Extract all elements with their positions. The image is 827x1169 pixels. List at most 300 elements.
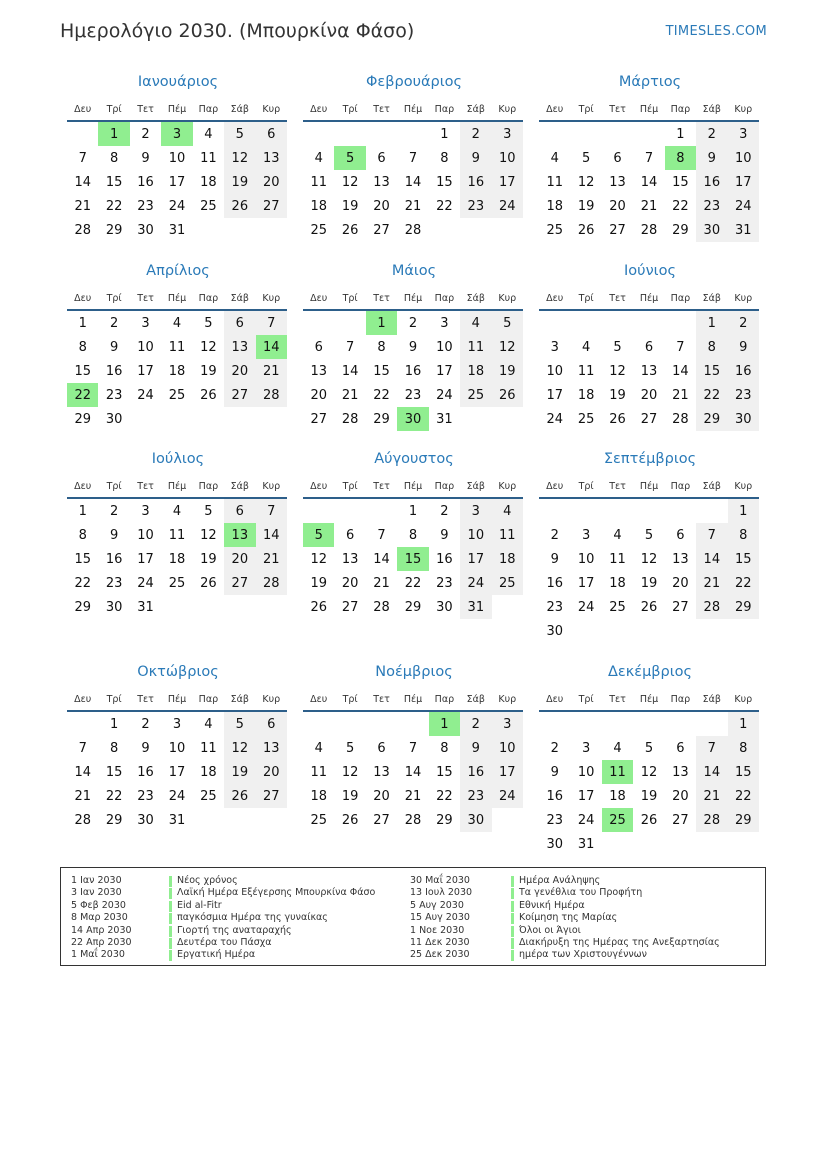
day-cell[interactable]: 4 [492,498,523,523]
day-cell[interactable]: 25 [310,812,327,828]
day-cell[interactable]: 14 [696,760,727,784]
day-cell[interactable]: 2 [696,121,727,146]
day-cell[interactable]: 1 [109,716,119,732]
day-cell[interactable]: 22 [728,784,759,808]
day-cell[interactable]: 14 [373,551,390,567]
day-cell[interactable]: 4 [613,527,622,543]
day-cell[interactable]: 5 [613,339,622,355]
day-cell[interactable]: 12 [609,363,626,379]
day-cell[interactable]: 18 [492,547,523,571]
day-cell[interactable]: 2 [460,121,491,146]
day-cell[interactable]: 25 [168,575,186,591]
day-cell[interactable]: 2 [109,315,119,331]
day-cell[interactable]: 16 [728,359,759,383]
day-cell[interactable]: 4 [172,315,182,331]
day-cell[interactable]: 7 [256,310,287,335]
day-cell[interactable]: 5 [224,121,255,146]
day-cell[interactable]: 3 [550,339,559,355]
day-cell[interactable]: 5 [204,315,213,331]
day-cell[interactable]: 4 [314,150,323,166]
day-cell[interactable]: 16 [105,363,123,379]
day-cell[interactable]: 9 [440,527,449,543]
day-cell[interactable]: 8 [109,150,119,166]
day-cell[interactable]: 2 [728,310,759,335]
day-cell[interactable]: 12 [200,339,217,355]
day-cell[interactable]: 23 [546,599,563,615]
day-cell[interactable]: 19 [224,760,255,784]
day-cell[interactable]: 5 [492,310,523,335]
day-cell[interactable]: 6 [676,740,685,756]
day-cell[interactable]: 22 [67,383,98,407]
day-cell[interactable]: 4 [460,310,491,335]
day-cell[interactable]: 21 [74,788,91,804]
day-cell[interactable]: 1 [728,498,759,523]
day-cell[interactable]: 2 [460,711,491,736]
day-cell[interactable]: 22 [404,575,422,591]
day-cell[interactable]: 28 [404,812,422,828]
day-cell[interactable]: 7 [78,150,87,166]
day-cell[interactable]: 26 [200,575,217,591]
day-cell[interactable]: 13 [373,764,390,780]
day-cell[interactable]: 10 [168,740,186,756]
day-cell[interactable]: 11 [577,363,595,379]
day-cell[interactable]: 28 [341,411,359,427]
day-cell[interactable]: 17 [492,760,523,784]
day-cell[interactable]: 18 [609,788,626,804]
day-cell[interactable]: 30 [696,218,727,242]
day-cell[interactable]: 8 [665,146,696,170]
day-cell[interactable]: 22 [105,788,123,804]
day-cell[interactable]: 8 [440,740,449,756]
day-cell[interactable]: 7 [408,150,418,166]
day-cell[interactable]: 18 [200,174,217,190]
day-cell[interactable]: 20 [341,575,359,591]
day-cell[interactable]: 15 [105,764,123,780]
day-cell[interactable]: 5 [303,523,334,547]
day-cell[interactable]: 28 [74,812,91,828]
day-cell[interactable]: 18 [168,551,186,567]
day-cell[interactable]: 3 [581,527,591,543]
day-cell[interactable]: 30 [460,808,491,832]
day-cell[interactable]: 17 [137,551,154,567]
day-cell[interactable]: 26 [200,387,217,403]
day-cell[interactable]: 6 [256,121,287,146]
day-cell[interactable]: 30 [137,812,154,828]
day-cell[interactable]: 1 [696,310,727,335]
day-cell[interactable]: 3 [460,498,491,523]
day-cell[interactable]: 19 [200,551,217,567]
day-cell[interactable]: 9 [728,335,759,359]
day-cell[interactable]: 11 [200,740,217,756]
day-cell[interactable]: 13 [256,736,287,760]
day-cell[interactable]: 27 [224,571,255,595]
day-cell[interactable]: 12 [640,551,658,567]
day-cell[interactable]: 19 [640,575,658,591]
day-cell[interactable]: 20 [640,387,658,403]
day-cell[interactable]: 17 [728,170,759,194]
day-cell[interactable]: 24 [168,198,186,214]
day-cell[interactable]: 14 [696,547,727,571]
day-cell[interactable]: 10 [137,339,154,355]
day-cell[interactable]: 26 [640,812,658,828]
day-cell[interactable]: 24 [728,194,759,218]
day-cell[interactable]: 11 [492,523,523,547]
day-cell[interactable]: 28 [672,411,689,427]
day-cell[interactable]: 26 [609,411,626,427]
day-cell[interactable]: 20 [373,788,390,804]
day-cell[interactable]: 15 [397,547,428,571]
day-cell[interactable]: 7 [78,740,87,756]
day-cell[interactable]: 23 [105,575,123,591]
day-cell[interactable]: 7 [696,523,727,547]
day-cell[interactable]: 22 [436,788,453,804]
day-cell[interactable]: 20 [224,359,255,383]
day-cell[interactable]: 10 [577,551,595,567]
day-cell[interactable]: 5 [644,740,654,756]
day-cell[interactable]: 29 [728,808,759,832]
day-cell[interactable]: 2 [440,503,449,519]
day-cell[interactable]: 22 [696,383,727,407]
day-cell[interactable]: 10 [492,736,523,760]
day-cell[interactable]: 2 [408,315,418,331]
day-cell[interactable]: 19 [492,359,523,383]
day-cell[interactable]: 21 [696,784,727,808]
day-cell[interactable]: 19 [200,363,217,379]
day-cell[interactable]: 28 [373,599,390,615]
day-cell[interactable]: 30 [397,407,428,431]
day-cell[interactable]: 26 [224,194,255,218]
day-cell[interactable]: 23 [404,387,422,403]
day-cell[interactable]: 13 [672,551,689,567]
day-cell[interactable]: 1 [728,711,759,736]
day-cell[interactable]: 24 [137,575,154,591]
day-cell[interactable]: 17 [577,575,595,591]
day-cell[interactable]: 5 [224,711,255,736]
day-cell[interactable]: 1 [408,503,418,519]
day-cell[interactable]: 1 [440,126,449,142]
day-cell[interactable]: 29 [404,599,422,615]
day-cell[interactable]: 24 [460,571,491,595]
day-cell[interactable]: 10 [492,146,523,170]
day-cell[interactable]: 12 [492,335,523,359]
day-cell[interactable]: 28 [256,383,287,407]
day-cell[interactable]: 11 [609,551,626,567]
day-cell[interactable]: 21 [696,571,727,595]
day-cell[interactable]: 17 [546,387,563,403]
day-cell[interactable]: 20 [672,788,689,804]
day-cell[interactable]: 7 [676,339,685,355]
day-cell[interactable]: 25 [602,808,633,832]
day-cell[interactable]: 8 [78,339,87,355]
day-cell[interactable]: 1 [429,711,460,736]
day-cell[interactable]: 15 [728,760,759,784]
day-cell[interactable]: 25 [200,788,217,804]
day-cell[interactable]: 13 [224,335,255,359]
day-cell[interactable]: 12 [341,764,359,780]
day-cell[interactable]: 8 [408,527,418,543]
day-cell[interactable]: 24 [577,812,595,828]
day-cell[interactable]: 14 [341,363,359,379]
day-cell[interactable]: 16 [460,170,491,194]
day-cell[interactable]: 7 [377,527,386,543]
day-cell[interactable]: 31 [436,411,453,427]
day-cell[interactable]: 16 [696,170,727,194]
day-cell[interactable]: 27 [224,383,255,407]
day-cell[interactable]: 6 [377,150,386,166]
day-cell[interactable]: 23 [105,387,123,403]
day-cell[interactable]: 28 [640,222,658,238]
day-cell[interactable]: 6 [314,339,323,355]
day-cell[interactable]: 15 [74,551,91,567]
day-cell[interactable]: 27 [256,194,287,218]
day-cell[interactable]: 24 [137,387,154,403]
day-cell[interactable]: 26 [224,784,255,808]
day-cell[interactable]: 6 [224,498,255,523]
day-cell[interactable]: 3 [440,315,449,331]
day-cell[interactable]: 28 [696,595,727,619]
day-cell[interactable]: 29 [672,222,689,238]
day-cell[interactable]: 9 [141,150,150,166]
day-cell[interactable]: 19 [341,788,359,804]
day-cell[interactable]: 6 [676,527,685,543]
day-cell[interactable]: 16 [137,764,154,780]
day-cell[interactable]: 4 [204,716,213,732]
day-cell[interactable]: 6 [644,339,654,355]
day-cell[interactable]: 14 [256,335,287,359]
day-cell[interactable]: 29 [373,411,390,427]
day-cell[interactable]: 11 [460,335,491,359]
day-cell[interactable]: 3 [172,716,182,732]
day-cell[interactable]: 30 [105,411,123,427]
day-cell[interactable]: 21 [74,198,91,214]
day-cell[interactable]: 30 [105,599,123,615]
day-cell[interactable]: 16 [137,174,154,190]
day-cell[interactable]: 17 [168,174,186,190]
day-cell[interactable]: 12 [310,551,327,567]
day-cell[interactable]: 27 [672,812,689,828]
day-cell[interactable]: 4 [204,126,213,142]
day-cell[interactable]: 6 [224,310,255,335]
day-cell[interactable]: 18 [168,363,186,379]
day-cell[interactable]: 7 [696,736,727,760]
day-cell[interactable]: 25 [546,222,563,238]
day-cell[interactable]: 25 [460,383,491,407]
day-cell[interactable]: 30 [137,222,154,238]
day-cell[interactable]: 30 [546,623,563,639]
day-cell[interactable]: 17 [577,788,595,804]
day-cell[interactable]: 23 [460,784,491,808]
day-cell[interactable]: 16 [546,788,563,804]
day-cell[interactable]: 29 [728,595,759,619]
day-cell[interactable]: 27 [373,812,390,828]
day-cell[interactable]: 26 [341,222,359,238]
day-cell[interactable]: 31 [460,595,491,619]
day-cell[interactable]: 24 [168,788,186,804]
day-cell[interactable]: 14 [672,363,689,379]
day-cell[interactable]: 2 [109,503,119,519]
day-cell[interactable]: 25 [609,599,626,615]
day-cell[interactable]: 9 [550,764,559,780]
day-cell[interactable]: 19 [640,788,658,804]
day-cell[interactable]: 12 [224,736,255,760]
day-cell[interactable]: 4 [172,503,182,519]
day-cell[interactable]: 9 [460,736,491,760]
day-cell[interactable]: 8 [696,335,727,359]
day-cell[interactable]: 14 [256,523,287,547]
day-cell[interactable]: 9 [141,740,150,756]
day-cell[interactable]: 11 [310,764,327,780]
day-cell[interactable]: 26 [310,599,327,615]
day-cell[interactable]: 18 [546,198,563,214]
day-cell[interactable]: 14 [74,174,91,190]
day-cell[interactable]: 10 [168,150,186,166]
day-cell[interactable]: 13 [224,523,255,547]
day-cell[interactable]: 8 [78,527,87,543]
day-cell[interactable]: 5 [644,527,654,543]
day-cell[interactable]: 4 [550,150,559,166]
day-cell[interactable]: 9 [109,527,119,543]
day-cell[interactable]: 3 [492,711,523,736]
day-cell[interactable]: 12 [224,146,255,170]
day-cell[interactable]: 7 [408,740,418,756]
day-cell[interactable]: 13 [609,174,626,190]
day-cell[interactable]: 9 [460,146,491,170]
day-cell[interactable]: 23 [728,383,759,407]
day-cell[interactable]: 14 [404,764,422,780]
day-cell[interactable]: 17 [168,764,186,780]
day-cell[interactable]: 11 [602,760,633,784]
day-cell[interactable]: 1 [98,121,129,146]
day-cell[interactable]: 19 [609,387,626,403]
day-cell[interactable]: 3 [581,740,591,756]
day-cell[interactable]: 27 [609,222,626,238]
day-cell[interactable]: 15 [436,764,453,780]
day-cell[interactable]: 26 [577,222,595,238]
day-cell[interactable]: 23 [696,194,727,218]
day-cell[interactable]: 31 [577,836,595,852]
day-cell[interactable]: 25 [577,411,595,427]
day-cell[interactable]: 24 [492,194,523,218]
day-cell[interactable]: 3 [141,315,150,331]
day-cell[interactable]: 31 [168,222,186,238]
day-cell[interactable]: 23 [137,788,154,804]
day-cell[interactable]: 10 [436,339,453,355]
day-cell[interactable]: 8 [728,736,759,760]
day-cell[interactable]: 12 [200,527,217,543]
day-cell[interactable]: 27 [373,222,390,238]
day-cell[interactable]: 29 [74,599,91,615]
day-cell[interactable]: 17 [137,363,154,379]
day-cell[interactable]: 21 [672,387,689,403]
day-cell[interactable]: 11 [200,150,217,166]
day-cell[interactable]: 5 [581,150,591,166]
day-cell[interactable]: 13 [373,174,390,190]
day-cell[interactable]: 31 [137,599,154,615]
day-cell[interactable]: 5 [204,503,213,519]
day-cell[interactable]: 6 [256,711,287,736]
day-cell[interactable]: 1 [676,126,685,142]
day-cell[interactable]: 19 [310,575,327,591]
day-cell[interactable]: 29 [74,411,91,427]
day-cell[interactable]: 6 [345,527,355,543]
day-cell[interactable]: 15 [728,547,759,571]
day-cell[interactable]: 7 [644,150,654,166]
day-cell[interactable]: 20 [310,387,327,403]
day-cell[interactable]: 11 [168,527,186,543]
day-cell[interactable]: 10 [137,527,154,543]
day-cell[interactable]: 15 [436,174,453,190]
day-cell[interactable]: 18 [460,359,491,383]
day-cell[interactable]: 16 [546,575,563,591]
day-cell[interactable]: 18 [577,387,595,403]
day-cell[interactable]: 13 [256,146,287,170]
day-cell[interactable]: 15 [672,174,689,190]
day-cell[interactable]: 13 [310,363,327,379]
day-cell[interactable]: 28 [696,808,727,832]
day-cell[interactable]: 18 [310,788,327,804]
day-cell[interactable]: 11 [546,174,563,190]
day-cell[interactable]: 15 [696,359,727,383]
day-cell[interactable]: 22 [672,198,689,214]
day-cell[interactable]: 27 [672,599,689,615]
day-cell[interactable]: 30 [546,836,563,852]
day-cell[interactable]: 27 [341,599,359,615]
day-cell[interactable]: 13 [672,764,689,780]
day-cell[interactable]: 18 [609,575,626,591]
day-cell[interactable]: 4 [581,339,591,355]
day-cell[interactable]: 29 [105,812,123,828]
day-cell[interactable]: 25 [200,198,217,214]
day-cell[interactable]: 31 [728,218,759,242]
day-cell[interactable]: 21 [640,198,658,214]
day-cell[interactable]: 28 [256,571,287,595]
day-cell[interactable]: 6 [377,740,386,756]
day-cell[interactable]: 23 [546,812,563,828]
day-cell[interactable]: 16 [436,551,453,567]
day-cell[interactable]: 15 [74,363,91,379]
day-cell[interactable]: 26 [492,383,523,407]
day-cell[interactable]: 21 [256,359,287,383]
day-cell[interactable]: 21 [404,788,422,804]
day-cell[interactable]: 27 [310,411,327,427]
day-cell[interactable]: 10 [546,363,563,379]
day-cell[interactable]: 26 [640,599,658,615]
day-cell[interactable]: 22 [105,198,123,214]
day-cell[interactable]: 21 [373,575,390,591]
day-cell[interactable]: 25 [310,222,327,238]
day-cell[interactable]: 23 [460,194,491,218]
day-cell[interactable]: 23 [137,198,154,214]
day-cell[interactable]: 24 [492,784,523,808]
day-cell[interactable]: 10 [728,146,759,170]
day-cell[interactable]: 5 [334,146,365,170]
day-cell[interactable]: 6 [613,150,622,166]
day-cell[interactable]: 9 [109,339,119,355]
day-cell[interactable]: 22 [436,198,453,214]
day-cell[interactable]: 22 [373,387,390,403]
day-cell[interactable]: 11 [310,174,327,190]
day-cell[interactable]: 1 [366,310,397,335]
day-cell[interactable]: 29 [436,812,453,828]
day-cell[interactable]: 21 [404,198,422,214]
day-cell[interactable]: 30 [436,599,453,615]
day-cell[interactable]: 18 [200,764,217,780]
day-cell[interactable]: 4 [613,740,622,756]
day-cell[interactable]: 20 [373,198,390,214]
day-cell[interactable]: 22 [728,571,759,595]
day-cell[interactable]: 17 [460,547,491,571]
day-cell[interactable]: 31 [168,812,186,828]
